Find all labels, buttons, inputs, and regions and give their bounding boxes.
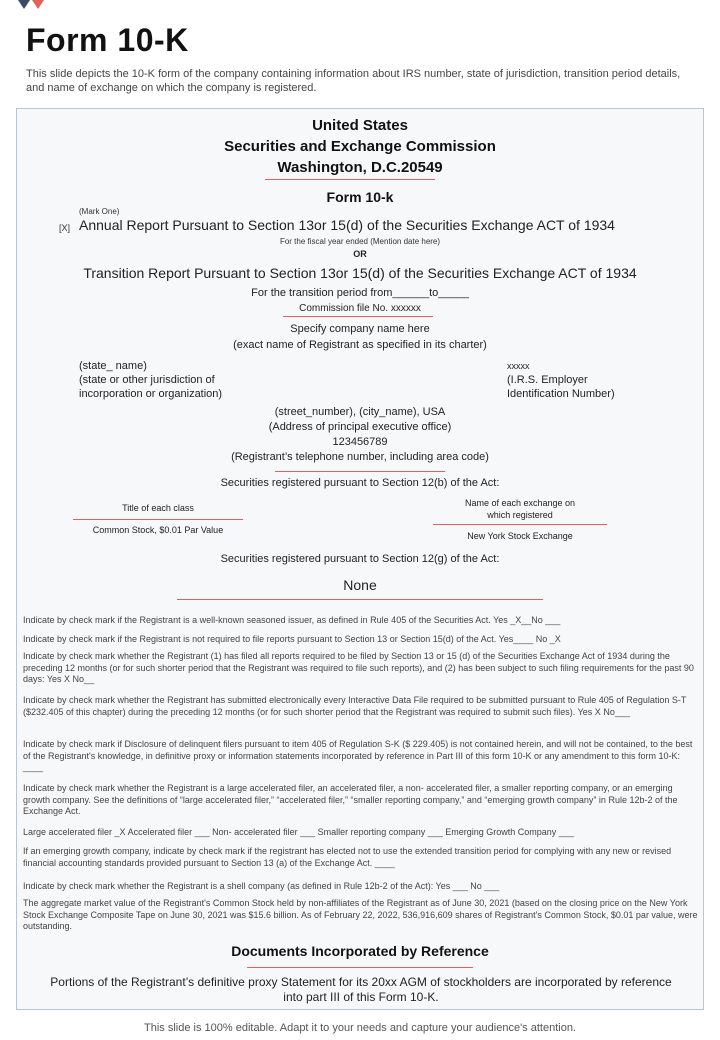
address-block — [17, 405, 703, 465]
class-value: Common Stock, $0.01 Par Value — [92, 525, 224, 535]
page-title: Form 10-K — [26, 22, 189, 58]
none-label: None — [343, 577, 377, 593]
annual-report-title: Annual Report Pursuant to Section 13or 15(d) of the Securities Exchange ACT of 1934 — [79, 217, 615, 233]
header-location: Washington, D.C.20549 — [277, 159, 443, 176]
state-label-line2: incorporation or organization) — [79, 388, 223, 400]
exchange-value: New York Stock Exchange — [467, 531, 573, 541]
transition-period: For the transition period from______to_____ — [251, 287, 469, 299]
documents-text: Portions of the Registrant’s definitive proxy Statement for its 20xx AGM of stockholders are incorporated by reference into part III of this Form 10-K. — [50, 975, 672, 1004]
state-value: (state_ name) — [79, 360, 147, 372]
section-12g-label: Securities registered pursuant to Section 12(g) of the Act: — [220, 553, 500, 565]
class-divider — [73, 519, 243, 520]
mark-one-label: (Mark One) — [79, 207, 120, 216]
commission-file-number: Commission file No. xxxxxx — [299, 303, 421, 314]
phone-divider — [275, 471, 445, 472]
irs-value: xxxxx — [507, 361, 530, 371]
paragraph-not-required: Indicate by check mark if the Registrant is not required to file reports pursuant to Section 13 or Section 15(d) of the Act. Yes____ No _X — [23, 634, 561, 644]
irs-label-line2: Identification Number) — [507, 388, 615, 400]
exchange-divider — [433, 524, 607, 525]
page-footer: This slide is 100% editable. Adapt it to your needs and capture your audience's attention. — [144, 1022, 576, 1034]
none-divider — [177, 599, 543, 600]
irs-label-line1: (I.R.S. Employer — [507, 374, 588, 386]
address-note: (Address of principal executive office) — [268, 421, 452, 433]
paragraph-filed-reports: Indicate by check mark whether the Registrant (1) has filed all reports required to be filed by Section 13 or 15 (d) of the Securities Exchange Act of 1934 during the preceding 12 months (or for such shorter period that the Registrant was required to file such reports), and (2) has been subject to such filing requirements for the past 90 days: Yes X No__ — [23, 651, 694, 684]
section-12b-label: Securities registered pursuant to Section 12(b) of the Act: — [220, 477, 500, 489]
paragraph-filer-status: Indicate by check mark whether the Registrant is a large accelerated filer, an accelerated filer, a non- accelerated filer, a smaller reporting company, or an emerging growth company. See the definitions of “large accelerated filer,” “accelerated filer,” “smaller reporting company,” and “emerging growth company” in Rule 12b-2 of the Exchange Act. — [23, 783, 678, 816]
documents-heading: Documents Incorporated by Reference — [231, 943, 489, 959]
state-block — [79, 359, 222, 401]
form-10k-document — [16, 108, 704, 1010]
state-label-line1: (state or other jurisdiction of — [79, 374, 215, 386]
irs-block — [507, 359, 615, 401]
page-subtitle: This slide depicts the 10-K form of the company containing information about IRS number, state of jurisdiction, transition period details, and name of exchange on which the company is registered. — [26, 68, 681, 94]
paragraph-delinquent-filers: Indicate by check mark if Disclosure of delinquent filers pursuant to item 405 of Regulation S-K ($ 229.405) is not contained herein, and will not be contained, to the best of the Registrant's knowledge, in definitive proxy or information statements incorporated by reference in Part III of this form 10-K or any amendment to this form 10-K: ____ — [23, 739, 693, 772]
exchange-header-line2: which registered — [487, 510, 553, 520]
paragraph-well-known-issuer: Indicate by check mark if the Registrant is a well-known seasoned issuer, as defined in Rule 405 of the Securities Act. Yes _X__No ___ — [23, 615, 561, 625]
transition-report-title: Transition Report Pursuant to Section 13or 15(d) of the Securities Exchange ACT of 1934 — [83, 265, 637, 281]
form-title: Form 10-k — [326, 189, 394, 205]
annual-checkbox: [X] — [59, 223, 71, 233]
phone-note: (Registrant’s telephone number, including area code) — [231, 451, 489, 463]
address-value: (street_number), (city_name), USA — [274, 406, 446, 418]
phone-value: 123456789 — [332, 436, 388, 448]
registrant-name-note: (exact name of Registrant as specified in its charter) — [233, 339, 487, 351]
header-commission: Securities and Exchange Commission — [224, 138, 496, 155]
exchange-header — [433, 497, 607, 521]
exchange-header-line1: Name of each exchange on — [464, 498, 576, 508]
paragraph-market-value: The aggregate market value of the Registrant's Common Stock held by non-affiliates of the Registrant as of June 30, 2021 (based on the closing price on the New York Stock Exchange Composite Tape on June 30, 2021 was $15.6 billion. As of February 22, 2022, 536,916,609 shares of Registrant's Common Stock, $0.01 par value, were outstanding. — [23, 898, 698, 931]
paragraph-interactive-data: Indicate by check mark whether the Registrant has submitted electronically every Interactive Data File required to be submitted pursuant to Rule 405 of Regulation S-T ($232.405 of this chapter) during the preceding 12 months (or for such shorter period that the Registrant was required to submit such files). Yes X No___ — [23, 695, 687, 717]
commission-divider — [283, 316, 433, 317]
form-header — [17, 115, 703, 178]
header-country: United States — [312, 117, 408, 134]
paragraph-emerging-growth: If an emerging growth company, indicate by check mark if the registrant has elected not to use the extended transition period for complying with any new or revised financial accounting standards provided pursuant to Section 13 (a) of the Exchange Act. ____ — [23, 846, 672, 868]
or-label: OR — [353, 249, 367, 259]
fiscal-year-note: For the fiscal year ended (Mention date here) — [279, 237, 441, 246]
paragraph-shell-company: Indicate by check mark whether the Registrant is a shell company (as defined in Rule 12b-2 of the Act): Yes ___ No ___ — [23, 881, 500, 891]
documents-divider — [247, 967, 473, 968]
corner-logo-icon — [18, 0, 48, 12]
class-header: Title of each class — [122, 503, 194, 513]
header-divider — [265, 179, 435, 180]
company-name: Specify company name here — [290, 323, 430, 335]
paragraph-filer-checkboxes: Large accelerated filer _X Accelerated filer ___ Non- accelerated filer ___ Smaller reporting company ___ Emerging Growth Company ___ — [23, 827, 574, 837]
